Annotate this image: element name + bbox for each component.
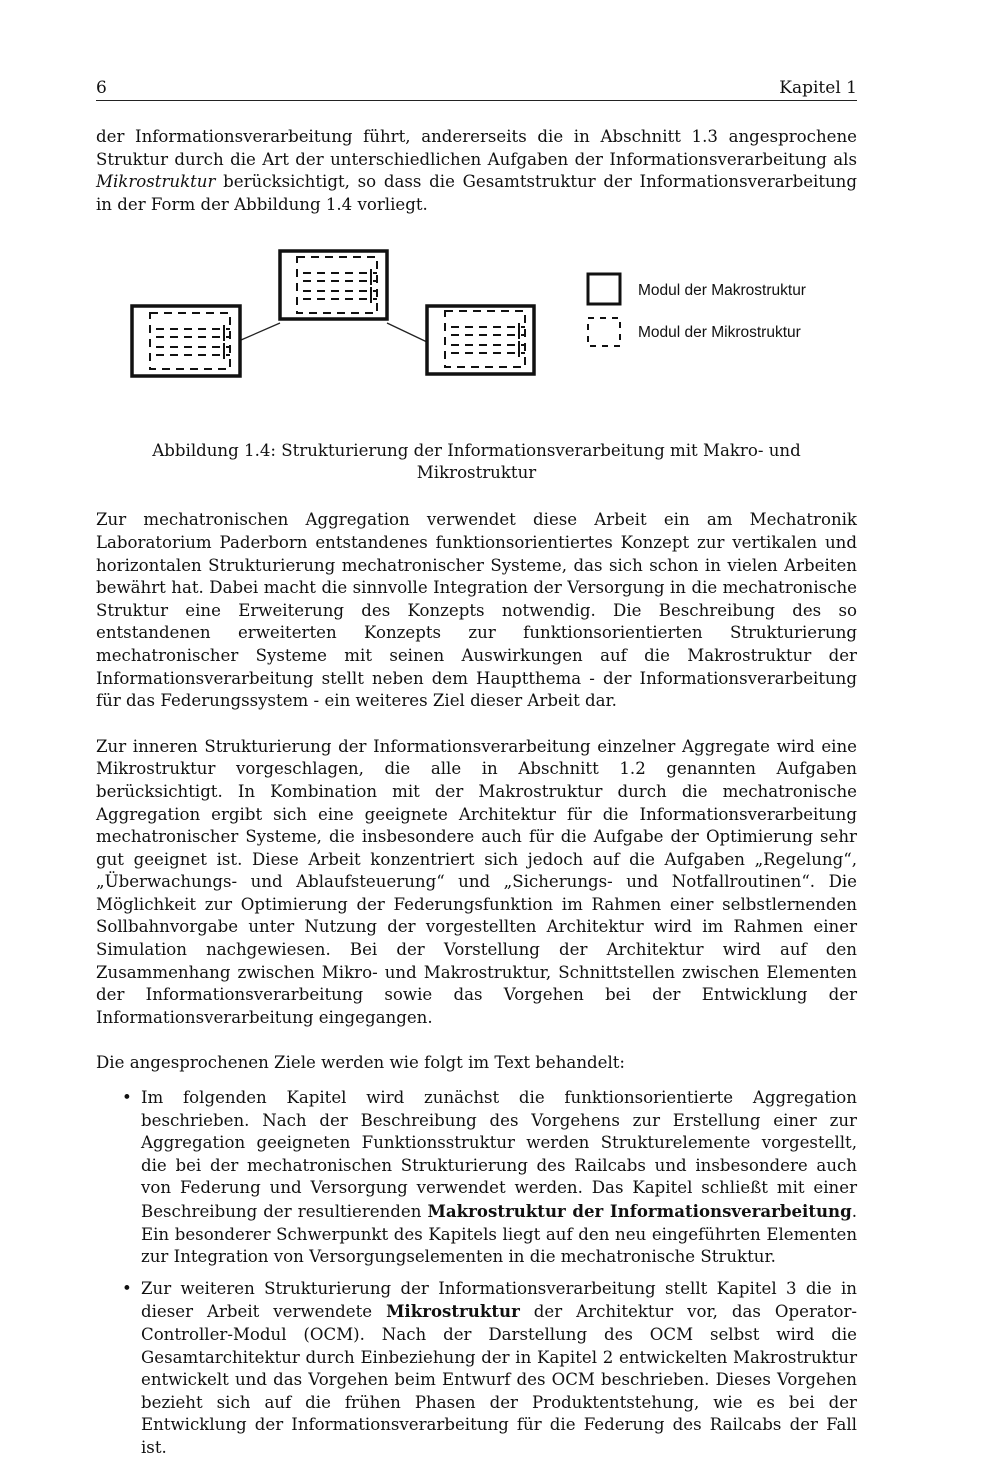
connector-right <box>387 323 427 342</box>
paragraph-microstructure: Zur inneren Strukturierung der Informationsverarbeitung einzelner Aggregate wird eine Mikrostruktur vorgeschlagen, die alle in Abschnitt 1.2 genannten Aufgaben berücksichtigt. In Kombination mit der Makrostruktur durch die mechatronische Aggregation ergibt sich eine geeignete Architektur für die Informationsverarbeitung mechatronischer Systeme, die insbesondere auch für die Aufgabe der Optimierung sehr gut geeignet ist. Diese Arbeit konzentriert sich jedoch auf die Aufgaben „Regelung“, „Überwachungs- und Ablaufsteuerung“ und „Sicherungs- und Notfallroutinen“. Die Möglichkeit zur Optimierung der Federungsfunktion im Rahmen einer selbstlernenden Sollbahnvorgabe unter Nutzung der vorgestellten Architektur wird im Rahmen einer Simulation nachgewiesen. Bei der Vorstellung der Architektur wird auf den Zusammenhang zwischen Mikro- und Makrostruktur, Schnittstellen zwischen Elementen der Informationsverarbeitung sowie das Vorgehen bei der Entwicklung der Informationsverarbeitung eingegangen. <box>96 736 857 1027</box>
bullet-icon: • <box>122 1088 132 1108</box>
list-item-text: Im folgenden Kapitel wird zunächst die funktionsorientierte Aggregation beschrieben. Nach der Beschreibung des Vorgehens zur Erstellung einer zur Aggregation geeigneten Funktionsstruktur werden Strukturelemente vorgestellt, die bei der mechatronischen Strukturierung des Railcabs und insbesondere auch von Federung und Versorgung verwendet werden. Das Kapitel schließt mit einer Beschreibung der resultierenden <box>141 1088 857 1221</box>
paragraph-aggregation: Zur mechatronischen Aggregation verwendet diese Arbeit ein am Mechatronik Laboratorium Paderborn entstandenes funktionsorientiertes Konzept zur vertikalen und horizontalen Strukturierung mechatronischer Systeme, das sich schon in vielen Arbeiten bewährt hat. Dabei macht die sinnvolle Integration der Versorgung in die mechatronische Struktur eine Erweiterung des Konzepts notwendig. Die Beschreibung des so entstandenen erweiterten Konzepts zur funktionsorientierten Strukturierung mechatronischer Systeme mit seinen Auswirkungen auf die Makrostruktur der Informationsverarbeitung stellt neben dem Hauptthema - der Informationsverarbeitung für das Federungssystem - ein weiteres Ziel dieser Arbeit dar. <box>96 510 857 711</box>
macro-module-center <box>280 251 387 319</box>
list-item-text: Zur weiteren Strukturierung der Informationsverarbeitung stellt Kapitel 3 die in dieser Arbeit verwendete <box>141 1278 857 1322</box>
list-item-text: der Architektur vor, das Operator-Controller-Modul (OCM). Nach der Darstellung des OCM selbst wird die Gesamtarchitektur durch Einbeziehung der in Kapitel 2 entwickelten Makrostruktur entwickelt und das Vorgehen beim Entwurf des OCM beschrieben. Dieses Vorgehen bezieht sich auf die frühen Phasen der Produktentstehung, wie es bei der Entwicklung der Informationsverarbeitung für die Federung des Railcabs der Fall ist. <box>141 1302 857 1457</box>
connector-left <box>241 323 280 340</box>
intro-emphasis: Mikrostruktur <box>96 172 216 192</box>
figure-caption: Abbildung 1.4: Strukturierung der Informationsverarbeitung mit Makro- und Mikrostruktur <box>152 441 801 483</box>
legend-macro-symbol <box>588 274 620 304</box>
macro-module-right <box>427 306 534 374</box>
legend-macro-label: Modul der Makrostruktur <box>638 282 806 300</box>
structure-diagram <box>96 246 857 428</box>
list-item <box>96 1278 857 1460</box>
legend-micro-symbol <box>588 318 620 346</box>
bullet-icon: • <box>122 1278 132 1298</box>
page-number: 6 <box>96 78 107 98</box>
paragraph-goals-intro: Die angesprochenen Ziele werden wie folgt im Text behandelt: <box>96 1053 626 1073</box>
list-item-bold: Mikrostruktur <box>386 1301 520 1322</box>
legend-micro-label: Modul der Mikrostruktur <box>638 324 801 342</box>
chapter-title: Kapitel 1 <box>779 78 857 98</box>
list-item-text: . Ein besonderer Schwerpunkt des Kapitels liegt auf den neu eingeführten Elementen zur Integration von Versorgungselementen in die mechatronische Struktur. <box>141 1202 858 1267</box>
page <box>96 78 857 1469</box>
goals-list <box>96 1087 857 1460</box>
running-header <box>96 78 857 101</box>
intro-paragraph <box>96 126 857 216</box>
intro-text-a: der Informationsverarbeitung führt, andererseits die in Abschnitt 1.3 angesprochene Struktur durch die Art der unterschiedlichen Aufgaben der Informationsverarbeitung als <box>96 127 857 169</box>
intro-text-b: berücksichtigt, so dass die Gesamtstruktur der Informationsverarbeitung in der Form der Abbildung 1.4 vorliegt. <box>96 172 857 214</box>
list-item <box>96 1087 857 1269</box>
list-item-bold: Makrostruktur der Informationsverarbeitung <box>427 1201 852 1221</box>
figure-1-4 <box>96 246 857 428</box>
macro-module-left <box>132 306 240 376</box>
